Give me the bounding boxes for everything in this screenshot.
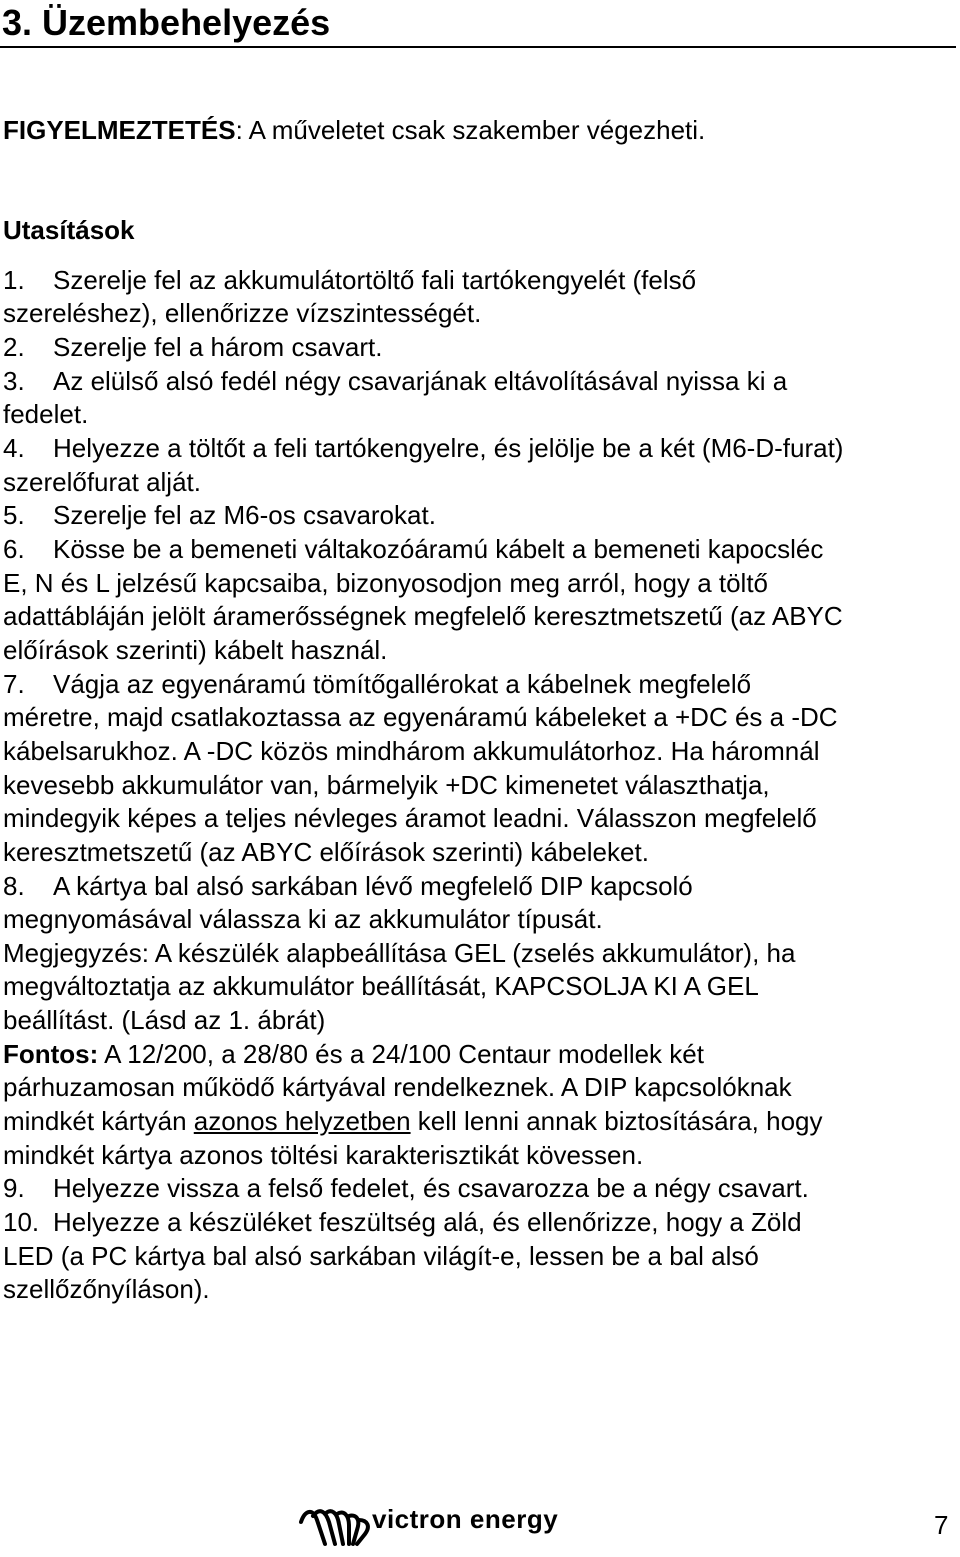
step-number: 10. <box>3 1207 40 1237</box>
step-3-cont: fedelet. <box>3 399 89 429</box>
step-7 <box>3 668 751 700</box>
note-line: Megjegyzés: A készülék alapbeállítása GEL (zselés akkumulátor), ha <box>3 938 796 968</box>
step-7-cont: kábelsarukhoz. A -DC közös mindhárom akkumulátorhoz. Ha háromnál <box>3 736 820 766</box>
step-7-cont: keresztmetszetű (az ABYC előírások szerinti) kábeleket. <box>3 837 649 867</box>
step-text: Az elülső alsó fedél négy csavarjának eltávolításával nyissa ki a <box>53 366 788 396</box>
step-text: Szerelje fel az M6-os csavarokat. <box>53 500 436 530</box>
step-text: A kártya bal alsó sarkában lévő megfelelő DIP kapcsoló <box>53 871 693 901</box>
instructions-title: Utasítások <box>3 215 135 245</box>
step-number: 8. <box>3 871 25 901</box>
step-number: 3. <box>3 366 25 396</box>
step-text: Helyezze a készüléket feszültség alá, és ellenőrizze, hogy a Zöld <box>53 1207 802 1237</box>
warning-label: FIGYELMEZTETÉS <box>3 115 236 145</box>
important-label: Fontos: <box>3 1039 99 1069</box>
step-6-cont: előírások szerinti) kábelt használ. <box>3 635 388 665</box>
step-6-cont: adattábláján jelölt áramerősségnek megfelelő keresztmetszetű (az ABYC <box>3 601 843 631</box>
step-number: 6. <box>3 534 25 564</box>
step-10-cont: LED (a PC kártya bal alsó sarkában világít-e, lessen be a bal alsó <box>3 1241 759 1271</box>
step-5 <box>3 499 436 531</box>
step-number: 1. <box>3 265 25 295</box>
step-3 <box>3 365 787 397</box>
step-10-cont: szellőzőnyíláson). <box>3 1274 210 1304</box>
step-8-cont: megnyomásával válassza ki az akkumulátor típusát. <box>3 904 603 934</box>
step-text: Helyezze vissza a felső fedelet, és csavarozza be a négy csavart. <box>53 1173 809 1203</box>
step-7-cont: mindegyik képes a teljes névleges áramot leadni. Válasszon megfelelő <box>3 803 817 833</box>
step-1-cont: szereléshez), ellenőrizze vízszintességét. <box>3 298 482 328</box>
brand-name: victron energy <box>372 1504 559 1534</box>
step-number: 2. <box>3 332 25 362</box>
important-line: mindkét kártya azonos töltési karakterisztikát kövessen. <box>3 1140 644 1170</box>
important-text: A 12/200, a 28/80 és a 24/100 Centaur modellek két <box>98 1039 704 1069</box>
step-4-cont: szerelőfurat alját. <box>3 467 201 497</box>
step-6-cont: E, N és L jelzésű kapcsaiba, bizonyosodjon meg arról, hogy a töltő <box>3 568 769 598</box>
step-4 <box>3 432 843 464</box>
page-number: 7 <box>934 1510 949 1540</box>
step-text: Vágja az egyenáramú tömítőgallérokat a kábelnek megfelelő <box>53 669 752 699</box>
important-line <box>3 1105 823 1137</box>
step-number: 5. <box>3 500 25 530</box>
step-2 <box>3 331 382 363</box>
section-title: 3. Üzembehelyezés <box>2 2 331 43</box>
step-10 <box>3 1206 802 1238</box>
note-line: megváltoztatja az akkumulátor beállítását, KAPCSOLJA KI A GEL <box>3 971 759 1001</box>
note-line: beállítást. (Lásd az 1. ábrát) <box>3 1005 326 1035</box>
step-number: 9. <box>3 1173 25 1203</box>
step-7-cont: kevesebb akkumulátor van, bármelyik +DC kimenetet választhatja, <box>3 770 770 800</box>
step-text: Szerelje fel a három csavart. <box>53 332 383 362</box>
step-number: 4. <box>3 433 25 463</box>
underlined-text: azonos helyzetben <box>193 1106 411 1136</box>
step-text: Helyezze a töltőt a feli tartókengyelre, és jelölje be a két (M6-D-furat) <box>53 433 844 463</box>
step-number: 7. <box>3 669 25 699</box>
warning-text: : A műveletet csak szakember végezheti. <box>235 115 706 145</box>
important-line: párhuzamosan működő kártyával rendelkeznek. A DIP kapcsolóknak <box>3 1072 792 1102</box>
step-6 <box>3 533 823 565</box>
victron-logo-icon <box>295 1500 375 1556</box>
step-1 <box>3 264 696 296</box>
important-text: kell lenni annak biztosítására, hogy <box>410 1106 823 1136</box>
step-text: Szerelje fel az akkumulátortöltő fali tartókengyelét (felső <box>53 265 697 295</box>
step-8 <box>3 870 693 902</box>
step-7-cont: méretre, majd csatlakoztassa az egyenáramú kábeleket a +DC és a -DC <box>3 702 838 732</box>
step-text: Kösse be a bemeneti váltakozóáramú kábelt a bemeneti kapocsléc <box>53 534 824 564</box>
step-9 <box>3 1172 809 1204</box>
warning-line <box>3 114 705 146</box>
important-text: mindkét kártyán <box>3 1106 194 1136</box>
section-heading <box>0 0 956 48</box>
important-line <box>3 1038 704 1070</box>
